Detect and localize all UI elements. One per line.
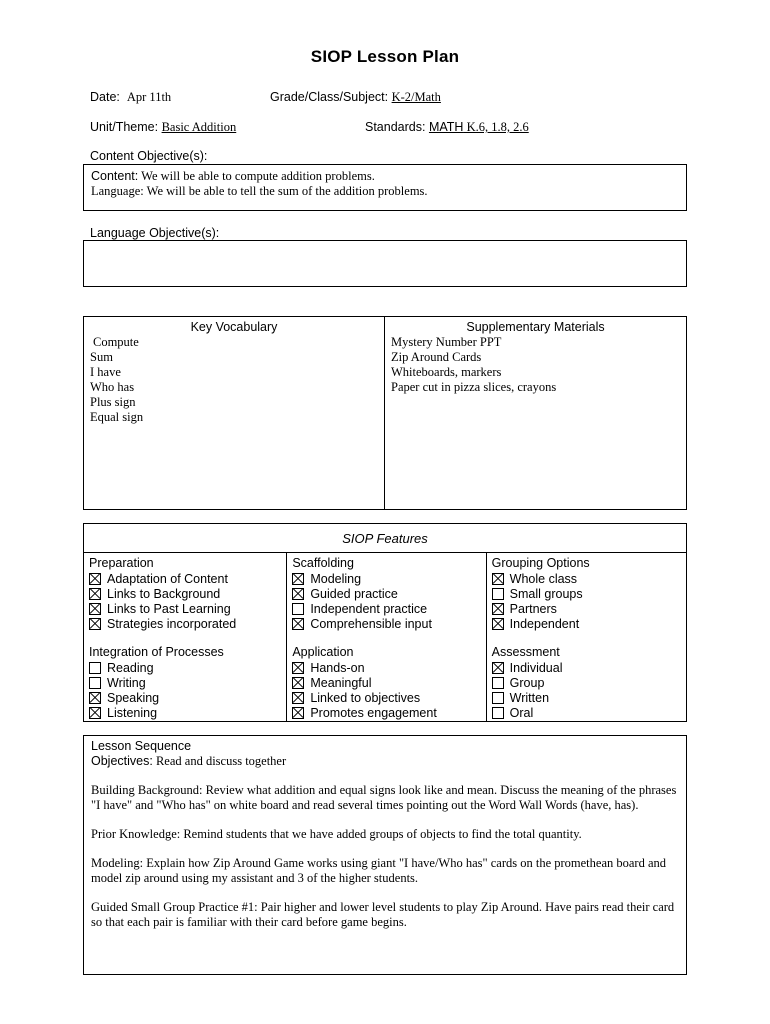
feature-row	[89, 690, 281, 705]
lesson-sequence-heading: Lesson Sequence	[91, 739, 192, 753]
page-title: SIOP Lesson Plan	[310, 47, 460, 66]
feature-row	[89, 571, 281, 586]
feature-row	[492, 660, 681, 675]
content-lead: Content:	[91, 169, 139, 183]
feature-label: Hands-on	[310, 660, 365, 675]
material-item: Whiteboards, markers	[391, 365, 502, 379]
feature-checkbox[interactable]	[492, 618, 504, 630]
feature-row	[89, 616, 281, 631]
feature-checkbox[interactable]	[292, 618, 304, 630]
objectives-line	[91, 754, 678, 769]
feature-checkbox[interactable]	[89, 692, 101, 704]
feature-label: Independent	[509, 616, 580, 631]
standards-label: Standards:	[365, 120, 426, 134]
feature-checkbox[interactable]	[292, 588, 304, 600]
feature-checkbox[interactable]	[89, 573, 101, 585]
vocab-item: Compute	[93, 335, 139, 349]
feature-checkbox[interactable]	[89, 603, 101, 615]
feature-row	[89, 586, 281, 601]
group-heading: Preparation	[89, 556, 154, 570]
group-heading: Integration of Processes	[89, 645, 224, 659]
feature-row	[292, 675, 480, 690]
feature-row	[89, 601, 281, 616]
group-heading: Scaffolding	[292, 556, 354, 570]
feature-checkbox[interactable]	[89, 662, 101, 674]
date-value[interactable]: Apr 11th	[126, 90, 172, 104]
siop-features-title: SIOP Features	[84, 524, 686, 553]
vocab-item: Plus sign	[90, 395, 136, 409]
key-vocabulary-cell	[84, 317, 385, 509]
unit-value[interactable]: Basic Addition	[161, 120, 237, 134]
feature-row	[492, 571, 681, 586]
objectives-text: Read and discuss together	[152, 754, 287, 768]
content-objectives-box[interactable]	[83, 164, 687, 211]
group-heading: Grouping Options	[491, 556, 590, 570]
feature-label: Links to Past Learning	[107, 601, 231, 616]
feature-label: Small groups	[509, 586, 583, 601]
siop-features-table	[83, 523, 687, 722]
lesson-paragraph: Building Background: Review what addition and equal signs look like and mean. Discuss the meaning of the phrases "I have" and "Who has" on white board and read several times pointing out the Word Wall Words (have, has).	[91, 783, 677, 812]
feature-label: Individual	[509, 660, 563, 675]
feature-checkbox[interactable]	[292, 573, 304, 585]
feature-row	[89, 660, 281, 675]
lesson-sequence-box[interactable]	[83, 735, 687, 975]
language-objective-line: Language: We will be able to tell the sum of the addition problems.	[91, 184, 428, 198]
feature-label: Written	[509, 690, 550, 705]
feature-label: Promotes engagement	[310, 705, 437, 720]
content-objectives-label: Content Objective(s):	[90, 149, 208, 163]
feature-checkbox[interactable]	[492, 662, 504, 674]
feature-row	[492, 601, 681, 616]
language-objectives-box[interactable]	[83, 240, 687, 287]
material-item: Mystery Number PPT	[391, 335, 502, 349]
feature-checkbox[interactable]	[292, 662, 304, 674]
feature-row	[492, 705, 681, 720]
lesson-paragraph: Guided Small Group Practice #1: Pair higher and lower level students to play Zip Around. Have pairs read their card so that each pair is familiar with their card before game begins.	[91, 900, 675, 929]
date-field	[90, 90, 171, 105]
feature-row	[492, 616, 681, 631]
grade-value[interactable]: K-2/Math	[391, 90, 441, 104]
feature-label: Listening	[107, 705, 158, 720]
feature-label: Oral	[509, 705, 534, 720]
supplementary-materials-header: Supplementary Materials	[466, 320, 605, 334]
feature-checkbox[interactable]	[492, 603, 504, 615]
siop-column-preparation	[84, 553, 287, 722]
feature-checkbox[interactable]	[492, 573, 504, 585]
feature-checkbox[interactable]	[492, 707, 504, 719]
feature-row	[292, 690, 480, 705]
feature-checkbox[interactable]	[292, 603, 304, 615]
feature-row	[492, 586, 681, 601]
feature-checkbox[interactable]	[292, 677, 304, 689]
siop-column-grouping	[487, 553, 686, 722]
feature-row	[492, 675, 681, 690]
feature-row	[492, 690, 681, 705]
feature-checkbox[interactable]	[492, 692, 504, 704]
feature-row	[292, 601, 480, 616]
feature-checkbox[interactable]	[89, 707, 101, 719]
feature-checkbox[interactable]	[89, 677, 101, 689]
feature-label: Comprehensible input	[310, 616, 432, 631]
feature-label: Links to Background	[107, 586, 221, 601]
feature-label: Writing	[107, 675, 146, 690]
unit-field	[90, 120, 236, 135]
standards-field	[365, 120, 529, 135]
feature-checkbox[interactable]	[89, 588, 101, 600]
vocab-item: I have	[90, 365, 121, 379]
feature-label: Reading	[107, 660, 154, 675]
vocab-item: Equal sign	[90, 410, 144, 424]
standards-value-head[interactable]: MATH	[428, 120, 464, 134]
lesson-paragraph: Modeling: Explain how Zip Around Game works using giant "I have/Who has" cards on the promethean board and model zip around using my assistant and 3 of the higher students.	[91, 856, 667, 885]
vocab-item: Sum	[90, 350, 113, 364]
feature-label: Modeling	[310, 571, 362, 586]
feature-label: Linked to objectives	[310, 690, 421, 705]
feature-label: Whole class	[509, 571, 578, 586]
feature-label: Meaningful	[310, 675, 372, 690]
feature-label: Adaptation of Content	[107, 571, 228, 586]
grade-label: Grade/Class/Subject:	[270, 90, 389, 104]
grade-field	[270, 90, 441, 105]
feature-label: Guided practice	[310, 586, 398, 601]
feature-label: Independent practice	[310, 601, 428, 616]
feature-row	[89, 675, 281, 690]
vocab-materials-table	[83, 316, 687, 510]
siop-column-scaffolding	[287, 553, 486, 722]
material-item: Paper cut in pizza slices, crayons	[391, 380, 557, 394]
date-label: Date:	[90, 90, 120, 104]
feature-row	[292, 571, 480, 586]
feature-checkbox[interactable]	[292, 692, 304, 704]
feature-label: Partners	[509, 601, 557, 616]
objectives-label: Objectives:	[91, 754, 153, 768]
group-heading: Application	[292, 645, 354, 659]
group-heading: Assessment	[491, 645, 560, 659]
vocab-item: Who has	[90, 380, 135, 394]
content-objective-line	[91, 169, 679, 184]
standards-value-rest[interactable]: K.6, 1.8, 2.6	[463, 120, 529, 134]
lesson-paragraph: Prior Knowledge: Remind students that we have added groups of objects to find the total quantity.	[91, 827, 582, 841]
key-vocabulary-header: Key Vocabulary	[190, 320, 278, 334]
feature-row	[89, 705, 281, 720]
language-objectives-label: Language Objective(s):	[90, 226, 220, 240]
feature-checkbox[interactable]	[492, 677, 504, 689]
material-item: Zip Around Cards	[391, 350, 482, 364]
feature-label: Strategies incorporated	[107, 616, 237, 631]
feature-checkbox[interactable]	[89, 618, 101, 630]
feature-row	[292, 586, 480, 601]
content-text: We will be able to compute addition problems.	[138, 169, 375, 183]
feature-checkbox[interactable]	[292, 707, 304, 719]
supplementary-materials-cell	[385, 317, 686, 509]
feature-label: Speaking	[107, 690, 160, 705]
feature-row	[292, 616, 480, 631]
feature-row	[292, 660, 480, 675]
unit-label: Unit/Theme:	[90, 120, 159, 134]
feature-row	[292, 705, 480, 720]
feature-checkbox[interactable]	[492, 588, 504, 600]
feature-label: Group	[509, 675, 545, 690]
